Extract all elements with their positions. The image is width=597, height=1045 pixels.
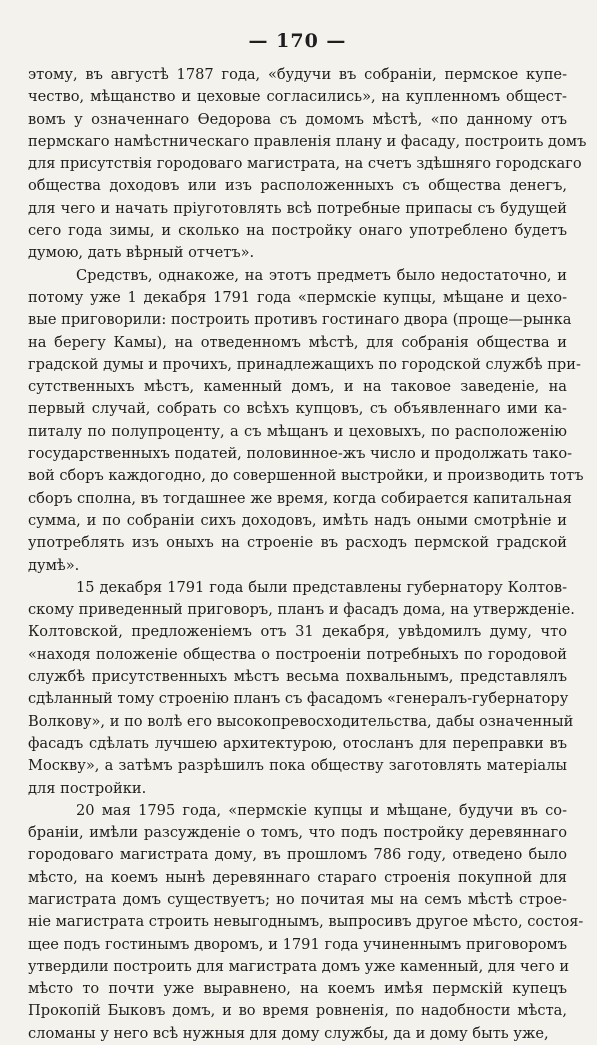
text-line: чество, мѣщанство и цеховые согласились», на купленномъ общест-	[28, 88, 567, 106]
text-line: сутственныхъ мѣстъ, каменный домъ, и на таковое заведеніе, на	[28, 378, 567, 396]
text-line: сумма, и по собраніи сихъ доходовъ, имѣть надъ оными смотрѣніе и	[28, 511, 567, 529]
text-line: «находя положеніе общества о построеніи потребныхъ по городовой	[28, 645, 567, 663]
text-line: мѣсто то почти уже выравнено, на коемъ имѣя пермскій купецъ	[28, 980, 567, 998]
paragraph	[28, 577, 575, 800]
text-line: вые приговорили: построить противъ гостинаго двора (проще—рынка	[28, 311, 572, 329]
text-line: 20 мая 1795 года, «пермскіе купцы и мѣщане, будучи въ со-	[76, 801, 567, 819]
page-body	[28, 64, 587, 1045]
text-line: 15 декабря 1791 года были представлены губернатору Колтов-	[76, 578, 567, 596]
text-line: щее подъ гостинымъ дворомъ, и 1791 года учиненнымъ приговоромъ	[28, 935, 567, 953]
paragraph	[28, 265, 584, 577]
text-line: Волкову», и по волѣ его высокопревосходительства, дабы означенный	[28, 712, 574, 730]
text-line: фасадъ сдѣлать лучшею архитектурою, отосланъ для переправки въ	[28, 734, 567, 752]
page-number: — 170 —	[248, 30, 347, 52]
text-line: службѣ присутственныхъ мѣстъ весьма похвальнымъ, представлялъ	[28, 668, 567, 686]
paragraph	[28, 800, 584, 1045]
text-line: для присутствія городоваго магистрата, на счетъ здѣшняго городскаго	[28, 155, 582, 173]
text-line: утвердили построить для магистрата домъ уже каменный, для чего и	[28, 957, 570, 975]
text-line: Колтовской, предложеніемъ отъ 31 декабря, увѣдомилъ думу, что	[28, 623, 567, 641]
text-line: употреблять изъ оныхъ на строеніе въ расходъ пермской градской	[28, 534, 567, 552]
text-line: думѣ».	[28, 556, 80, 574]
text-line: Прокопій Быковъ домъ, и во время ровненія, по надобности мѣста,	[28, 1002, 567, 1020]
text-line: Средствъ, однакоже, на этотъ предметъ было недостаточно, и	[76, 266, 567, 284]
text-line: сломаны у него всѣ нужныя для дому службы, да и дому быть уже,	[28, 1024, 549, 1042]
text-line: общества доходовъ или изъ расположенныхъ съ общества денегъ,	[28, 177, 567, 195]
paragraph	[28, 64, 587, 265]
text-line: скому приведенный приговоръ, планъ и фасадъ дома, на утвержденіе.	[28, 601, 575, 619]
text-line: этому, въ августѣ 1787 года, «будучи въ собраніи, пермское купе-	[28, 66, 567, 83]
text-line: для постройки.	[28, 779, 147, 797]
text-line: сего года зимы, и сколько на постройку онаго употреблено будетъ	[28, 222, 567, 240]
text-line: ніе магистрата строить невыгоднымъ, выпросивъ другое мѣсто, состоя-	[28, 913, 584, 931]
text-line: вой сборъ каждогодно, до совершенной выстройки, и производить тотъ	[28, 467, 584, 485]
text-line: браніи, имѣли разсужденіе о томъ, что подъ постройку деревяннаго	[28, 824, 567, 842]
text-line: сборъ сполна, въ тогдашнее же время, когда собирается капитальная	[28, 489, 572, 507]
text-line: первый случай, собрать со всѣхъ купцовъ, съ объявленнаго ими ка-	[28, 400, 567, 418]
text-line: градской думы и прочихъ, принадлежащихъ по городской службѣ при-	[28, 355, 581, 373]
text-line: сдѣланный тому строенію планъ съ фасадомъ «генералъ-губернатору	[28, 690, 569, 708]
text-line: вомъ у означеннаго Ѳедорова съ домомъ мѣстѣ, «по данному отъ	[28, 110, 567, 128]
text-line: мѣсто, на коемъ нынѣ деревяннаго стараго строенія покупной для	[28, 868, 567, 886]
text-line: для чего и начать пріуготовлять всѣ потребные припасы съ будущей	[28, 199, 567, 217]
text-line: пермскаго намѣстническаго правленія плану и фасаду, построить домъ	[28, 132, 587, 150]
text-line: государственныхъ податей, половинное-жъ число и продолжать тако-	[28, 445, 573, 463]
text-line: потому уже 1 декабря 1791 года «пермскіе купцы, мѣщане и цехо-	[28, 288, 567, 306]
text-line: городоваго магистрата дому, въ прошломъ 786 году, отведено было	[28, 846, 567, 864]
text-line: думою, дать вѣрный отчетъ».	[28, 244, 255, 262]
text-line: магистрата домъ существуетъ; но почитая мы на семъ мѣстѣ строе-	[28, 890, 567, 908]
text-line: питалу по полупроценту, а съ мѣщанъ и цеховыхъ, по расположенію	[28, 422, 567, 440]
text-line: на берегу Камы), на отведенномъ мѣстѣ, для собранія общества и	[28, 333, 567, 351]
text-line: Москву», а затѣмъ разрѣшилъ пока обществу заготовлять матеріалы	[28, 757, 567, 775]
